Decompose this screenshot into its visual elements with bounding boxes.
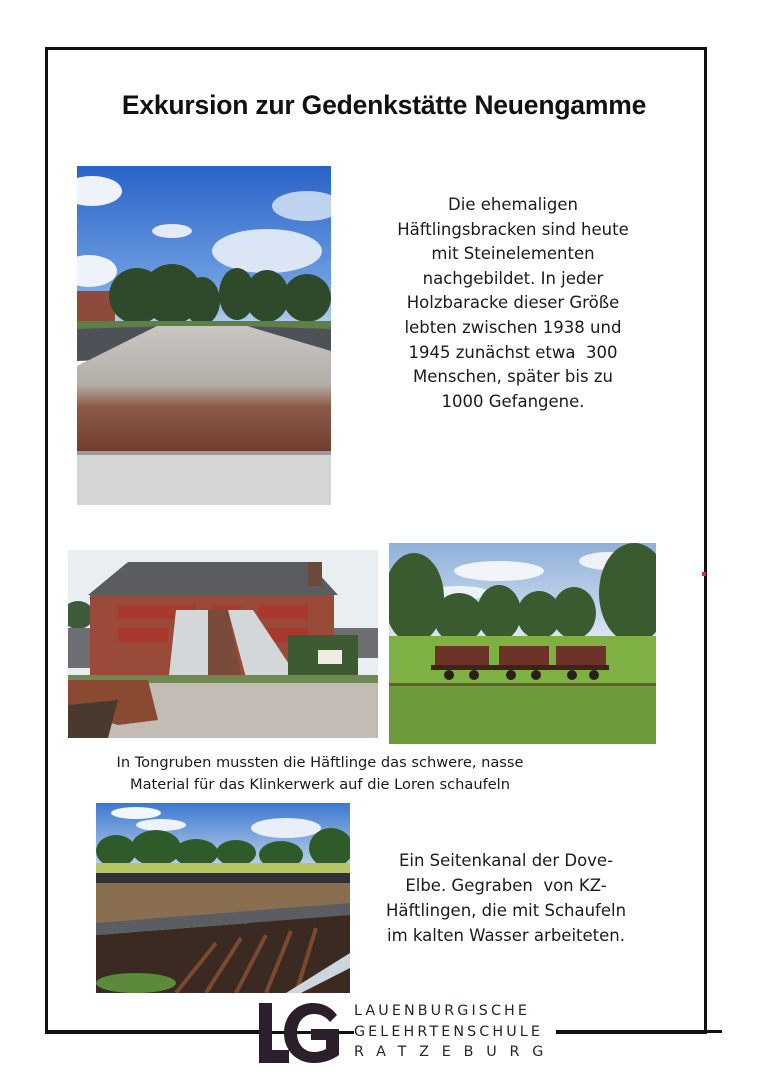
school-name-line-1: LAUENBURGISCHE — [354, 1003, 531, 1019]
caption-line: Häftlingsbracken sind heute — [397, 219, 629, 239]
caption-line: Die ehemaligen — [448, 195, 578, 214]
caption-line: lebten zwischen 1938 und — [404, 317, 622, 337]
photo-clinker-works — [68, 550, 378, 738]
caption-barracks — [372, 193, 654, 414]
caption-canal — [362, 848, 650, 948]
page-title: Exkursion zur Gedenkstätte Neuengamme — [121, 90, 647, 120]
photo-canal — [96, 803, 350, 993]
caption-line: mit Steinelementen — [431, 244, 595, 264]
school-logo — [259, 1001, 557, 1065]
caption-line: Elbe. Gegraben von KZ- — [405, 876, 607, 895]
caption-line: im kalten Wasser arbeiteten. — [387, 926, 625, 945]
frame-bottom-left — [45, 1030, 261, 1033]
caption-clay-pits — [90, 752, 550, 796]
photo-lorries — [389, 543, 656, 744]
lg-logo-mark-icon — [259, 1003, 339, 1063]
caption-line: Holzbaracke dieser Größe — [406, 293, 620, 313]
school-name — [354, 1001, 556, 1063]
caption-line: In Tongruben mussten die Häftlinge das schwere, nasse — [116, 754, 524, 771]
school-name-line-2: GELEHRTENSCHULE — [354, 1022, 556, 1043]
red-mark — [702, 572, 706, 576]
caption-line: Häftlingen, die mit Schaufeln — [385, 901, 627, 920]
caption-line: Menschen, später bis zu — [413, 367, 613, 387]
photo-barrack-foundation — [77, 166, 331, 505]
caption-line: 1945 zunächst etwa 300 — [408, 342, 618, 362]
caption-line: Ein Seitenkanal der Dove- — [398, 851, 614, 870]
caption-line: nachgebildet. In jeder — [422, 268, 604, 288]
caption-line: Material für das Klinkerwerk auf die Loren schaufeln — [130, 776, 510, 793]
frame-bottom-right — [536, 1030, 722, 1033]
caption-line: 1000 Gefangene. — [441, 391, 585, 411]
school-name-line-3: RATZEBURG — [354, 1044, 557, 1060]
